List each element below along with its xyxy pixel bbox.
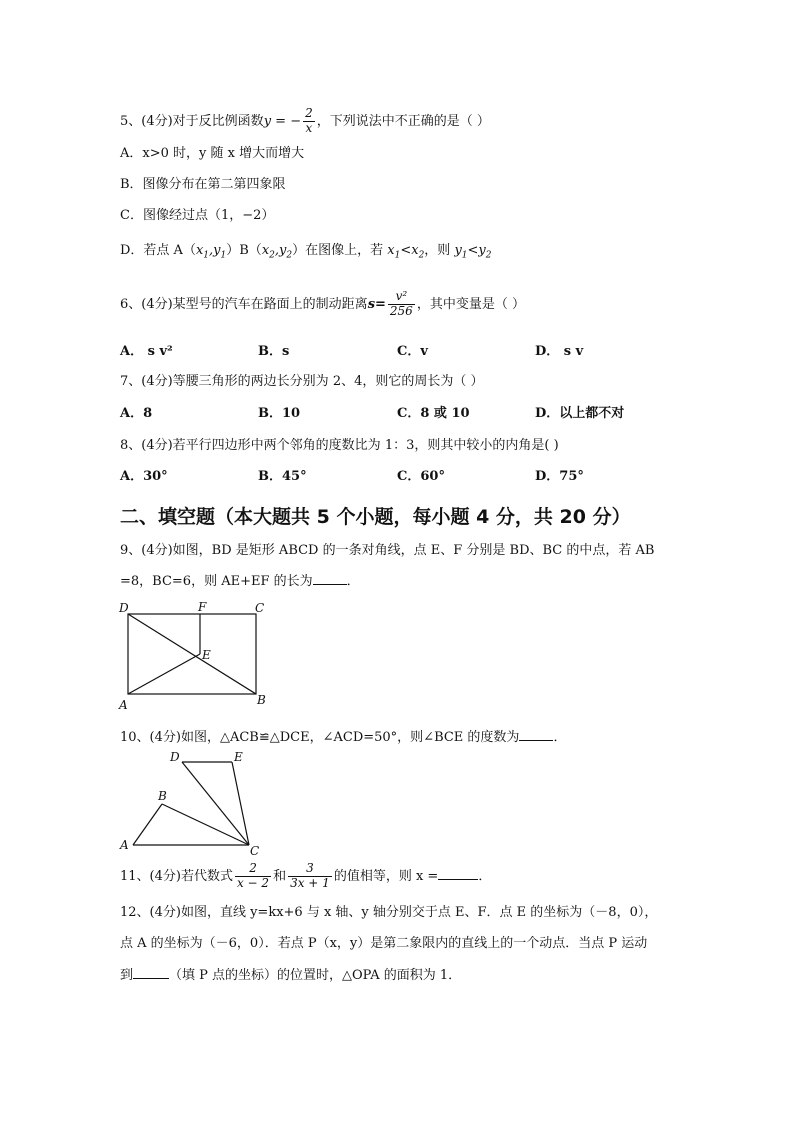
q11-end: ． — [478, 868, 492, 884]
label-e: E — [202, 648, 211, 662]
q5-frac-num: 2 — [305, 106, 313, 120]
q6-s: s= — [367, 296, 386, 312]
q12-answer-blank[interactable] — [133, 978, 169, 979]
segment-bc — [162, 804, 249, 845]
q12-line3-pre: 到 — [120, 968, 134, 983]
q11-fraction-1 — [235, 862, 271, 891]
segment-dc — [182, 762, 249, 845]
q7-option-c: C．8 或 10 — [397, 406, 470, 421]
q9-line2-text: =8，BC=6，则 AE+EF 的长为 — [120, 574, 313, 589]
q8-option-a: A．30° — [120, 469, 168, 484]
q5-func-y: y = − — [263, 113, 302, 129]
q7-option-a: A．8 — [120, 406, 153, 421]
q6-fraction — [388, 290, 415, 319]
q11-frac2-den: 3x + 1 — [290, 875, 330, 890]
label-f: F — [198, 600, 207, 614]
label-c: C — [255, 601, 265, 615]
label-e: E — [234, 750, 243, 764]
q9-line2-end: ． — [346, 574, 360, 589]
q9-rectangle-figure — [114, 598, 274, 714]
q11-fraction-2 — [288, 862, 332, 891]
q6-frac-num: v² — [395, 289, 408, 303]
q5-d-mid2: ）在图像上，若 — [292, 243, 388, 258]
q10-answer-blank[interactable] — [519, 740, 553, 741]
q5-d-cond: $x_1<x_2$ — [387, 243, 425, 261]
q6-suffix: ，其中变量是（ ） — [416, 296, 525, 312]
q12-line2: 点 A 的坐标为（－6，0）．若点 P（x，y）是第二象限内的直线上的一个动点．当点 P 运动 — [120, 936, 648, 951]
q5-option-c: C．图像经过点（1，−2） — [120, 208, 275, 223]
q11-answer-blank[interactable] — [438, 879, 478, 880]
label-c: C — [250, 844, 260, 858]
q5-option-b: B．图像分布在第二第四象限 — [120, 177, 286, 192]
q5-d-pre: D．若点 A（ — [120, 243, 196, 258]
q5-d-end: ，则 — [424, 243, 455, 258]
segment-ab — [133, 804, 162, 845]
q8-option-c: C．60° — [397, 469, 445, 484]
q5-d-result: $y_1<y_2$ — [454, 243, 492, 261]
q9-line2 — [120, 575, 360, 588]
q12-line1: 12、(4分)如图，直线 y=kx+6 与 x 轴、y 轴分别交于点 E、F．点 E 的坐标为（－8，0）， — [120, 905, 658, 920]
q11-mid: 和 — [273, 868, 287, 884]
q6-option-b: B．s — [258, 344, 290, 359]
q11-frac1-den: x − 2 — [236, 875, 270, 890]
q11-frac1-num: 2 — [249, 861, 257, 875]
q10-text: 10、(4分)如图，△ACB≌△DCE，∠ACD=50°，则∠BCE 的度数为 — [120, 730, 520, 745]
q6-stem — [120, 290, 525, 319]
q5-option-a: A．x>0 时，y 随 x 增大而增大 — [120, 146, 305, 161]
q5-frac-den: x — [303, 121, 315, 136]
label-b: B — [257, 693, 266, 707]
q5-prefix: 5、(4分)对于反比例函数 — [120, 113, 264, 129]
q10-triangle-figure — [114, 748, 274, 858]
segment-ae — [128, 654, 200, 694]
q5-suffix: ，下列说法中不正确的是（ ） — [316, 113, 490, 129]
q5-fraction — [303, 107, 315, 136]
q9-line1: 9、(4分)如图，BD 是矩形 ABCD 的一条对角线，点 E、F 分别是 BD、BC 的中点，若 AB — [120, 543, 655, 558]
q7-option-d: D．以上都不对 — [535, 406, 625, 421]
q12-line3-post: （填 P 点的坐标）的位置时，△OPA 的面积为 1． — [169, 968, 462, 983]
q6-frac-den: 256 — [389, 303, 413, 318]
q11-frac2-num: 3 — [306, 861, 314, 875]
q7-stem: 7、(4分)等腰三角形的两边长分别为 2、4，则它的周长为（ ） — [120, 374, 484, 389]
q8-option-d: D．75° — [535, 469, 584, 484]
q6-option-a: A． s v² — [120, 344, 173, 359]
q10-stem — [120, 731, 566, 744]
q9-answer-blank[interactable] — [313, 584, 347, 585]
segment-ec — [232, 762, 249, 845]
label-a: A — [120, 838, 129, 852]
q11-prefix: 11、(4分)若代数式 — [120, 868, 233, 884]
q5-stem — [120, 107, 490, 136]
label-d: D — [170, 750, 180, 764]
q5-d-point-b: $x_2,y_2$ — [261, 243, 293, 261]
q8-option-b: B．45° — [258, 469, 307, 484]
label-b: B — [158, 789, 167, 803]
section-2-title: 二、填空题（本大题共 5 个小题，每小题 4 分，共 20 分） — [120, 506, 631, 528]
q5-d-point-a: $x_1,y_1$ — [195, 243, 227, 261]
diagonal-db — [128, 614, 256, 694]
q6-prefix: 6、(4分)某型号的汽车在路面上的制动距离 — [120, 296, 368, 312]
q6-option-d: D． s v — [535, 344, 584, 359]
q7-option-b: B．10 — [258, 406, 301, 421]
q6-option-c: C．v — [397, 344, 428, 359]
q8-stem: 8、(4分)若平行四边形中两个邻角的度数比为 1：3，则其中较小的内角是( ) — [120, 438, 559, 453]
q12-line3 — [120, 969, 461, 982]
q5-option-d — [120, 244, 492, 261]
q10-end: ． — [553, 730, 567, 745]
q11-suffix: 的值相等，则 x = — [333, 868, 439, 884]
q11-stem — [120, 862, 491, 891]
label-d: D — [119, 601, 129, 615]
q5-d-mid1: ）B（ — [226, 243, 262, 258]
label-a: A — [119, 698, 128, 712]
